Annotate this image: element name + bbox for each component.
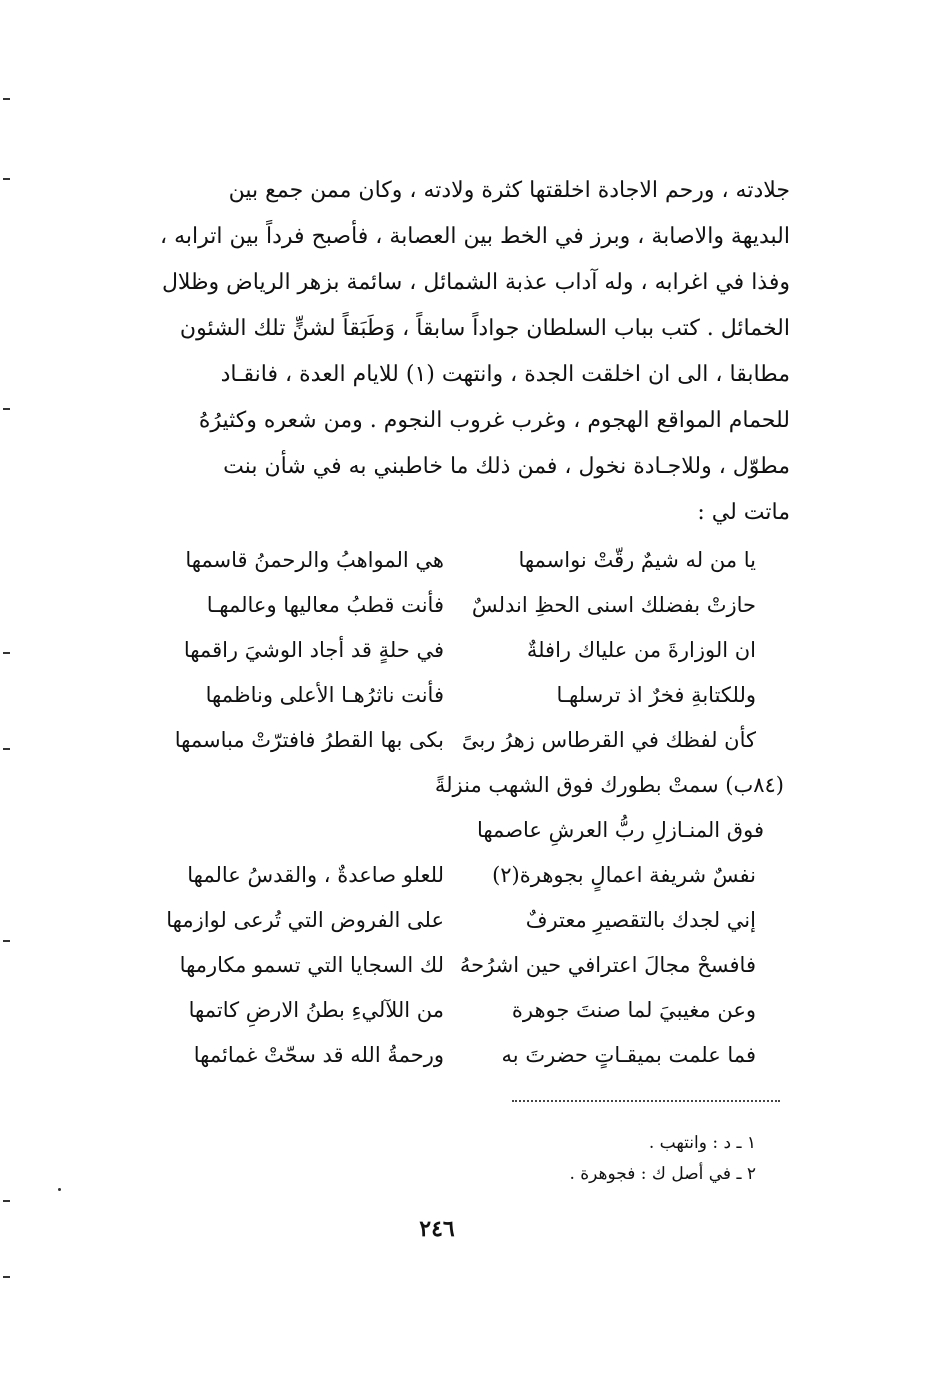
poem-verse: [148, 683, 756, 728]
verse-second-hemistich: هي المواهبُ والرحمنُ قاسمها: [185, 548, 444, 572]
verse-first-hemistich: وعن مغيبيَ لما صنتَ جوهرة: [511, 998, 756, 1022]
poem-verse: [148, 593, 756, 638]
prose-body: [120, 168, 790, 536]
verse-first-hemistich: إني لجدك بالتقصيرِ معترفٌ: [525, 908, 756, 932]
verse-second-hemistich: ورحمةُ الله قد سحّتْ غمائمها: [193, 1043, 444, 1067]
verse-first-hemistich: نفسٌ شريفة اعمالٍ بجوهرة(٢): [492, 863, 756, 887]
page-number: ٢٤٦: [419, 1216, 455, 1242]
prose-line: البديهة والاصابة ، وبرز في الخط بين العصابة ، فأصبح فرداً بين اترابه ،: [160, 224, 790, 249]
poem-verse: [148, 998, 756, 1043]
margin-mark: [3, 98, 10, 100]
verse-second-hemistich: فأنت قطبُ معاليها وعالمهـا: [206, 593, 444, 617]
poem-verse: [148, 908, 756, 953]
verse-second-hemistich: فأنت ناثرُهـا الأعلى وناظمها: [205, 683, 444, 707]
margin-mark: [3, 408, 10, 410]
prose-line: الخمائل . كتب بباب السلطان جواداً سابقاً ، وَطَبَقاً لشنٍّ تلك الشئون: [179, 316, 790, 341]
verse-first-hemistich: حازتْ بفضلك اسنى الحظِ اندلسٌ: [471, 593, 756, 617]
verse-first-hemistich: فما علمت بميقـاتٍ حضرتَ به: [501, 1043, 756, 1067]
poem-verse: [148, 1043, 756, 1088]
poem-verse-split: [148, 773, 784, 863]
verse-first-hemistich: فافسحْ مجالَ اعترافي حين اشرُحهُ: [459, 953, 756, 977]
prose-line: ماتت لي :: [697, 500, 790, 525]
margin-mark: [3, 940, 10, 942]
margin-mark: [3, 748, 10, 750]
poem-verse: [148, 548, 756, 593]
footnotes: [400, 1128, 756, 1190]
verse-first-hemistich: كأن لفظك في القرطاس زهرُ ربىً: [461, 728, 756, 752]
verse-second-hemistich: من اللآليءِ بطنُ الارضِ كاتمها: [188, 998, 444, 1022]
verse-second-hemistich: للعلو صاعدةٌ ، والقدسُ عالمها: [187, 863, 444, 887]
prose-line: وفذا في اغرابه ، وله آداب عذبة الشمائل ، سائمة بزهر الرياض وظلال: [161, 270, 790, 295]
poem-verse: [148, 953, 756, 998]
footnote: ٢ ـ في أصل ك : فجوهرة .: [569, 1164, 756, 1184]
verse-first-hemistich: يا من له شيمٌ رقّتْ نواسمها: [518, 548, 756, 572]
prose-line: للحمام المواقع الهجوم ، وغرب غروب النجوم . ومن شعره وكثيرُهُ: [198, 408, 790, 433]
poem-verse: [148, 728, 756, 773]
margin-dot: [58, 1188, 61, 1191]
footnote-separator: [512, 1100, 780, 1102]
margin-mark: [3, 1200, 10, 1202]
footnote: ١ ـ د : وانتهب .: [648, 1133, 756, 1153]
verse-second-hemistich: في حلةٍ قد أجاد الوشيَ راقمها: [183, 638, 444, 662]
verse-first-hemistich: وللكتابةِ فخرٌ اذ ترسلهـا: [556, 683, 756, 707]
margin-mark: [3, 1276, 10, 1278]
verse-second-hemistich: بكى بها القطرُ فافترّتْ مباسمها: [174, 728, 444, 752]
margin-mark: [3, 652, 10, 654]
poem-verse: [148, 863, 756, 908]
verse-second-hemistich: لك السجايا التي تسمو مكارمها: [179, 953, 444, 977]
verse-second-hemistich: فوق المنـازلِ ربُّ العرشِ عاصمها: [476, 818, 764, 842]
verse-first-hemistich: ان الوزارةَ من علياك رافلةٌ: [526, 638, 756, 662]
verse-second-hemistich: على الفروض التي تُرعى لوازمها: [166, 908, 444, 932]
prose-line: مطوّل ، وللاجـادة نخول ، فمن ذلك ما خاطبني به في شأن بنت: [223, 454, 790, 479]
poem-verse: [148, 638, 756, 683]
prose-line: مطابقا ، الى ان اخلقت الجدة ، وانتهت (١) للايام العدة ، فانقـاد: [220, 362, 790, 387]
verse-first-hemistich: (٨٤ب) سمتْ بطورك فوق الشهب منزلةً: [434, 773, 784, 797]
poem: [148, 548, 784, 1088]
prose-line: جلادته ، ورحم الاجادة اخلقتها كثرة ولادته ، وكان ممن جمع بين: [228, 178, 790, 203]
margin-mark: [3, 178, 10, 180]
